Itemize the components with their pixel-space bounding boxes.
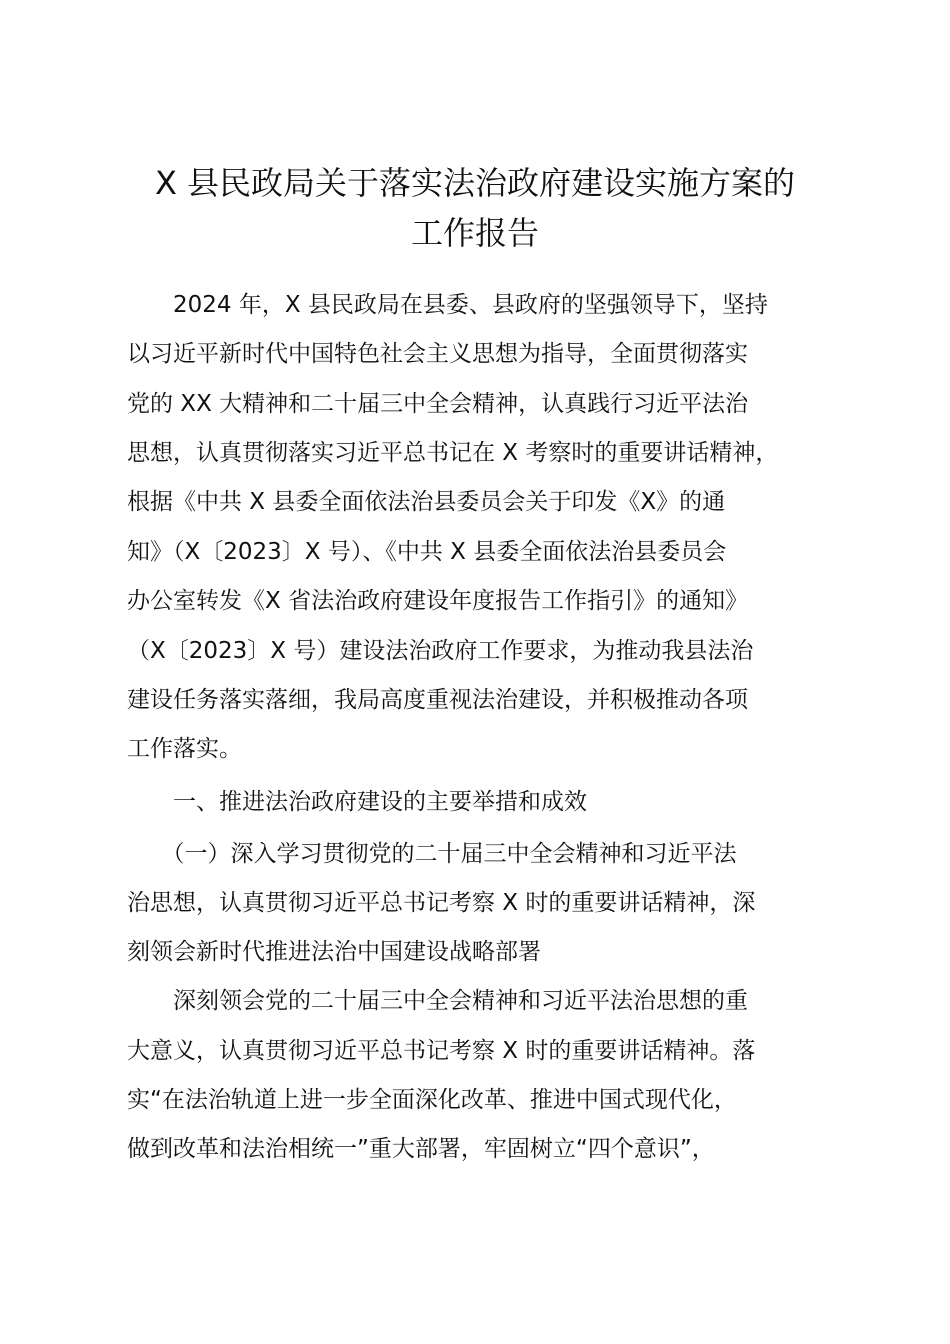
- body-text-line: 知》（X〔2023〕X 号）、《中共 X 县委全面依法治县委员会: [127, 539, 727, 565]
- body-text-line: （X〔2023〕X 号）建设法治政府工作要求，为推动我县法治: [127, 638, 754, 664]
- subsection-heading-line: 治思想，认真贯彻习近平总书记考察 X 时的重要讲话精神，深: [127, 890, 756, 916]
- body-text-line: 党的 XX 大精神和二十届三中全会精神，认真践行习近平法治: [127, 391, 749, 417]
- body-text-line: 2024 年，X 县民政局在县委、县政府的坚强领导下，坚持: [127, 292, 768, 318]
- body-text-line: 工作落实。: [127, 736, 242, 762]
- body-text-line: 建设任务落实落细，我局高度重视法治建设，并积极推动各项: [127, 687, 748, 713]
- body-text-line: 根据《中共 X 县委全面依法治县委员会关于印发《X》的通: [127, 489, 726, 515]
- document-title-line-2: 工作报告: [410, 214, 539, 252]
- subsection-heading-line: （一）深入学习贯彻党的二十届三中全会精神和习近平法: [127, 841, 737, 867]
- body-text-line: 办公室转发《X 省法治政府建设年度报告工作指引》的通知》: [127, 588, 749, 614]
- subsection-heading-line: 刻领会新时代推进法治中国建设战略部署: [127, 939, 541, 965]
- body-text-line: 大意义，认真贯彻习近平总书记考察 X 时的重要讲话精神。落: [127, 1038, 756, 1064]
- body-text-line: 实“在法治轨道上进一步全面深化改革、推进中国式现代化，: [127, 1087, 737, 1113]
- body-text-line: 做到改革和法治相统一”重大部署，牢固树立“四个意识”，: [127, 1136, 715, 1162]
- section-heading: 一、推进法治政府建设的主要举措和成效: [127, 789, 587, 815]
- body-text-line: 思想，认真贯彻落实习近平总书记在 X 考察时的重要讲话精神，: [127, 440, 779, 466]
- document-title-line-1: X 县民政局关于落实法治政府建设实施方案的: [154, 164, 796, 202]
- body-text-line: 以习近平新时代中国特色社会主义思想为指导，全面贯彻落实: [127, 341, 748, 367]
- body-text-line: 深刻领会党的二十届三中全会精神和习近平法治思想的重: [127, 988, 748, 1014]
